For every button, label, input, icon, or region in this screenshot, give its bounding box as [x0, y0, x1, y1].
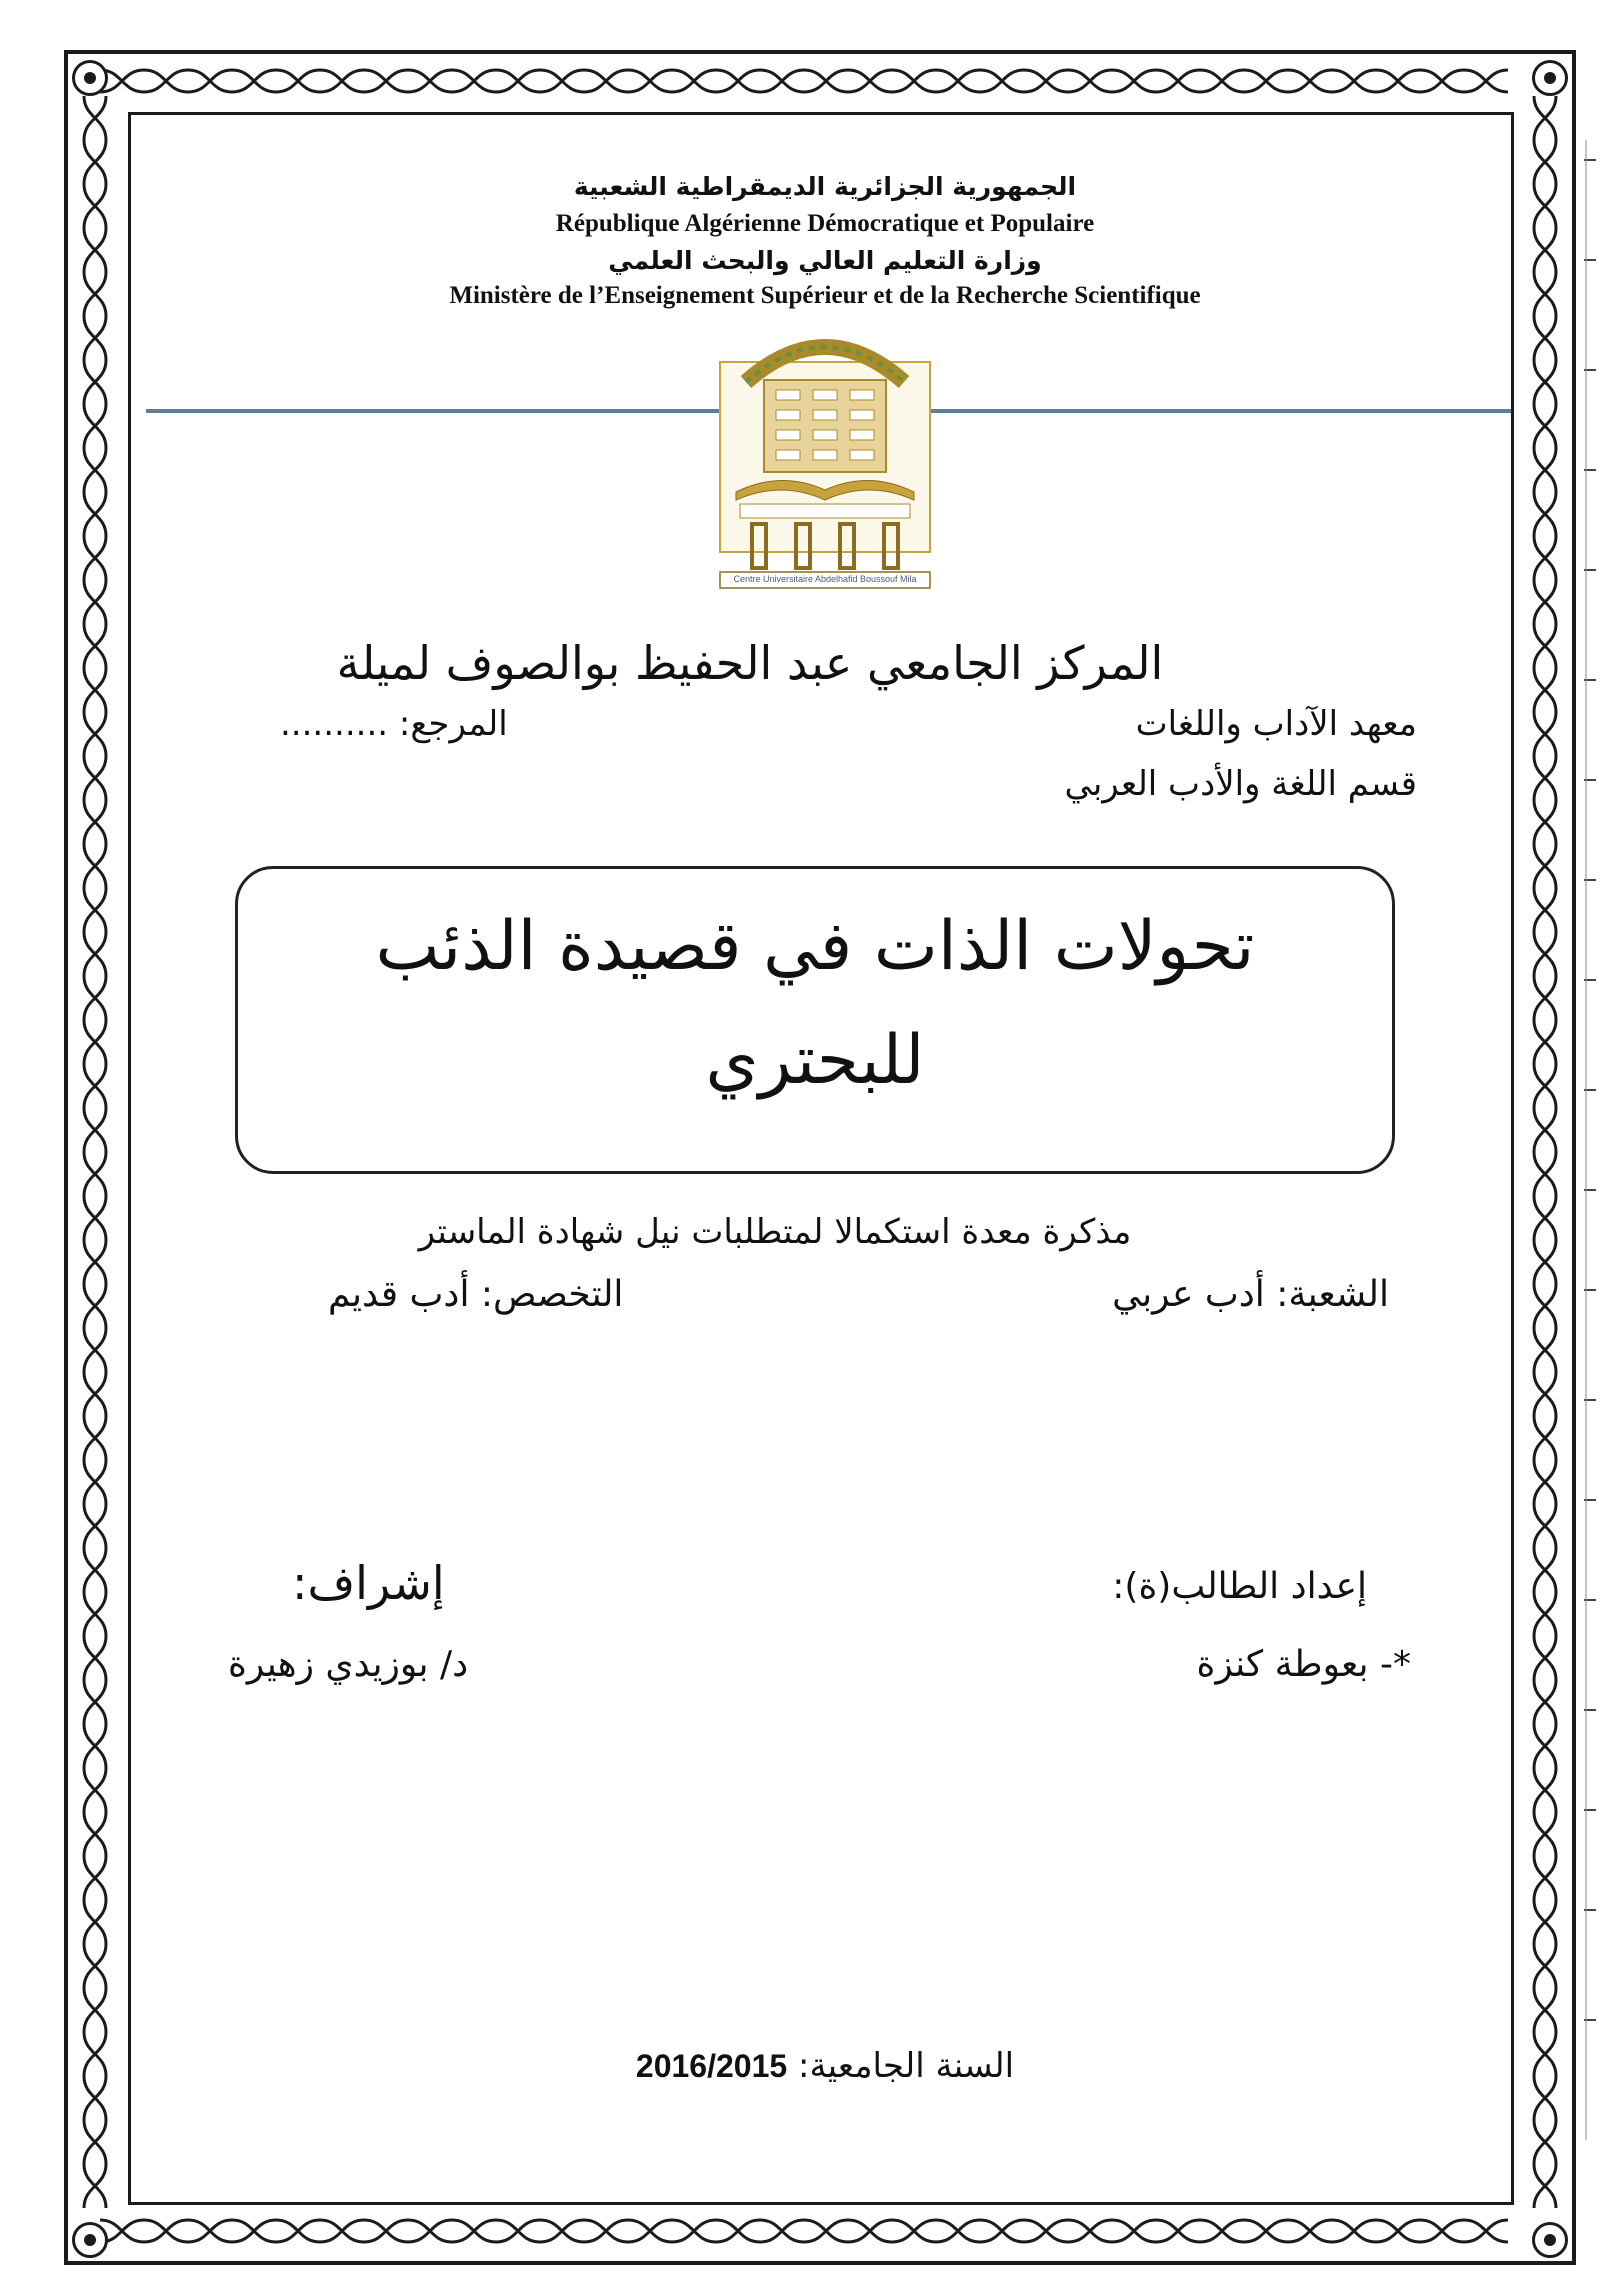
thesis-title-line-2: للبحتري: [705, 1021, 925, 1100]
thesis-purpose: مذكرة معدة استكمالا لمتطلبات نيل شهادة الماستر: [418, 1212, 1132, 1252]
academic-year-value: 2016/2015: [635, 2048, 788, 2084]
header-rule-right: [928, 409, 1511, 413]
supervisor-name: د/ بوزيدي زهيرة: [228, 1644, 469, 1685]
specialty-field: التخصص: أدب قديم: [328, 1274, 624, 1315]
corner-ornament-icon: [72, 2222, 108, 2258]
header-rule-left: [146, 409, 721, 413]
corner-ornament-icon: [1532, 60, 1568, 96]
institute-name: معهد الآداب واللغات: [1135, 704, 1417, 744]
student-name: *- بعوطة كنزة: [1196, 1644, 1411, 1685]
corner-ornament-icon: [72, 60, 108, 96]
supervision-label: إشراف:: [292, 1556, 445, 1610]
corner-ornament-icon: [1532, 2222, 1568, 2258]
logo-caption: Centre Universitaire Abdelhafid Boussouf Mila: [733, 574, 917, 584]
ministry-french: Ministère de l’Enseignement Supérieur et de la Recherche Scientifique: [449, 282, 1201, 309]
branch-field: الشعبة: أدب عربي: [1112, 1274, 1389, 1315]
department-name: قسم اللغة والأدب العربي: [1064, 764, 1417, 804]
university-building-icon: [716, 322, 934, 590]
academic-year-label: السنة الجامعية:: [797, 2046, 1015, 2086]
border-braid-left: [76, 96, 114, 2216]
page-edge-marks: [1582, 140, 1607, 2140]
thesis-title-box: [235, 866, 1395, 1174]
republic-arabic: الجمهورية الجزائرية الديمقراطية الشعبية: [573, 172, 1077, 201]
university-logo: [716, 322, 934, 590]
border-braid-top: [100, 62, 1530, 100]
border-braid-right: [1526, 96, 1564, 2216]
reference-field: المرجع: ..........: [280, 704, 508, 744]
academic-year: [300, 2046, 1350, 2086]
republic-french: République Algérienne Démocratique et Populaire: [555, 210, 1095, 237]
prepared-by-label: إعداد الطالب(ة):: [1112, 1566, 1367, 1607]
ministry-arabic: وزارة التعليم العالي والبحث العلمي: [608, 246, 1042, 275]
center-name: المركز الجامعي عبد الحفيظ بوالصوف لميلة: [336, 636, 1164, 690]
thesis-title-line-1: تحولات الذات في قصيدة الذئب: [375, 907, 1255, 986]
border-braid-bottom: [100, 2212, 1530, 2250]
